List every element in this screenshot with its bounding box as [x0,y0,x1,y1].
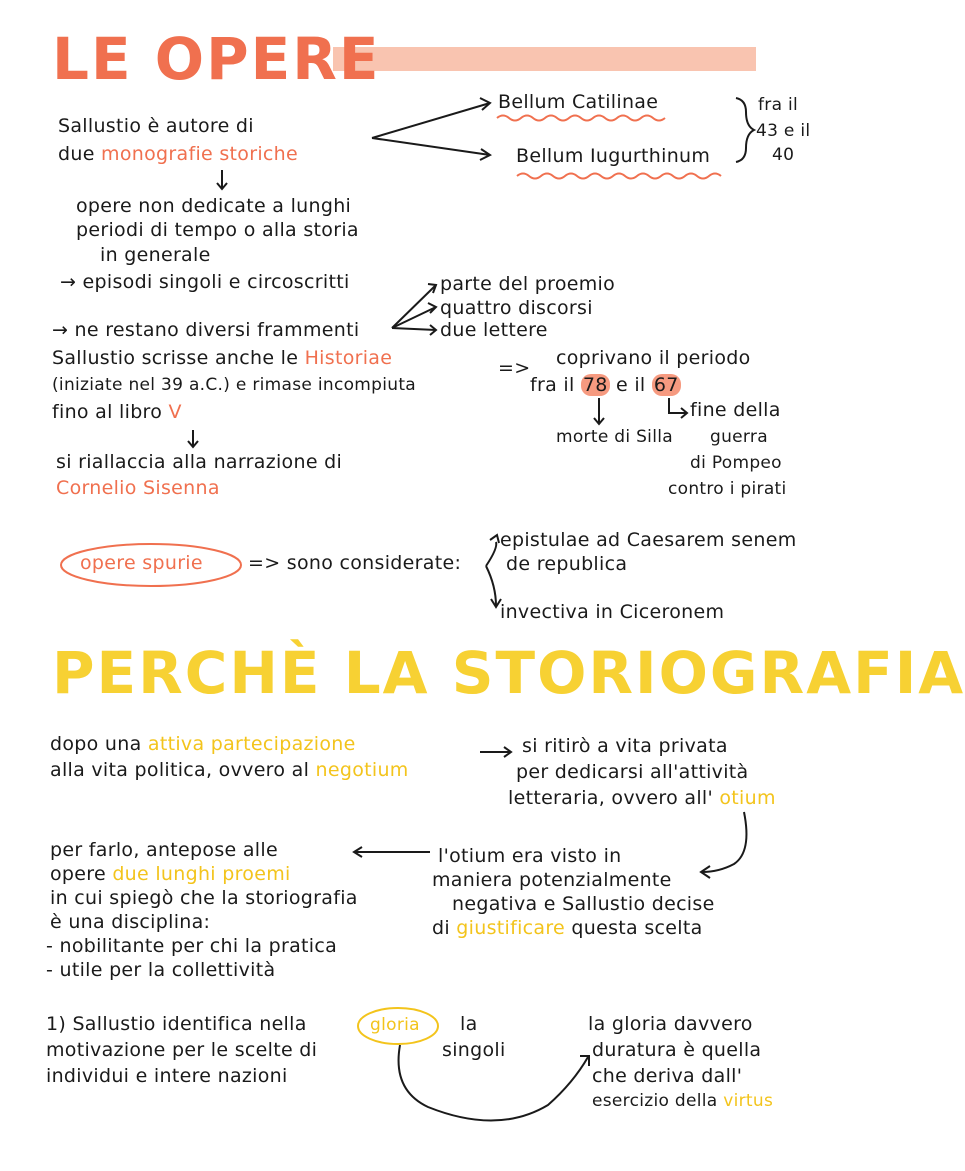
link-line-2-sisenna: Cornelio Sisenna [56,477,220,499]
p3-line4-suffix: questa scelta [571,917,703,939]
dates-line-2: 43 e il [756,121,811,141]
arrows-years [594,398,687,424]
historiae-highlight: Historiae [304,347,393,369]
historiae-line3-prefix: fino al libro [52,401,163,423]
note1-line-2: periodi di tempo o alla storia [76,219,359,241]
p2-line-1: si ritirò a vita privata [522,735,728,757]
fragments-line: → ne restano diversi frammenti [52,319,360,341]
spurie-epistulae-line-2: de republica [506,553,628,575]
p5-suffix-la: la [460,1013,478,1035]
dates-line-1: fra il [758,95,799,115]
negotium-highlight: negotium [315,759,409,781]
end-line-4: contro i pirati [668,479,787,499]
down-arrow-2 [188,430,198,447]
period-mid: e il [616,374,646,396]
work-catilinae: Bellum Catilinae [498,91,659,113]
section-title-le-opere: LE OPERE [52,25,381,93]
fragment-lettere: due lettere [440,319,548,341]
p6-line-1: la gloria davvero [588,1013,753,1035]
spurie-branch [486,535,501,607]
end-line-3: di Pompeo [690,453,782,473]
spurie-invectiva: invectiva in Ciceronem [500,601,725,623]
p4-line-4: è una disciplina: [50,911,211,933]
p4-line-2 [50,864,291,886]
p1-line-2 [50,760,409,782]
gloria-label: gloria [370,1015,420,1035]
intro-line-1: Sallustio è autore di [58,115,254,137]
fragment-proemio: parte del proemio [440,273,616,295]
p3-line-2: maniera potenzialmente [432,869,672,891]
due-lunghi-proemi-highlight: due lunghi proemi [112,863,291,885]
p4-line-5: - nobilitante per chi la pratica [46,935,338,957]
spurie-arrow-text: => sono considerate: [248,552,462,574]
wavy-underline-work1 [497,116,665,121]
end-line-1: fine della [690,399,781,421]
period-line-2 [530,375,681,397]
year-78-badge: 78 [582,374,608,396]
historiae-line-3 [52,402,182,424]
p3-line4-prefix: di [432,917,450,939]
p5-line-3: individui e intere nazioni [46,1065,288,1087]
libro-v-highlight: V [168,401,182,423]
arrow-to-retire [480,747,511,757]
p6-line-4 [592,1092,773,1112]
p3-line-1: l'otium era visto in [438,845,622,867]
down-arrow-1 [217,170,227,189]
monografie-highlight: monografie storiche [101,143,298,165]
historiae-line-1 [52,348,392,370]
virtus-highlight: virtus [723,1091,774,1111]
p4-line-3: in cui spiegò che la storiografia [50,887,358,909]
p4-line-6: - utile per la collettività [46,959,276,981]
p5-line-1 [46,1014,307,1036]
p2-line-2: per dedicarsi all'attività [516,761,749,783]
arrow-curve-otium [701,812,746,878]
p1-line-1 [50,734,356,756]
p1-prefix: dopo una [50,733,142,755]
fragment-discorsi: quattro discorsi [440,297,593,319]
title-underline-bar [333,47,756,71]
p6-line-3: che deriva dall' [592,1065,743,1087]
intro-line-2 [58,144,298,166]
p6-line4-prefix: esercizio della [592,1091,718,1111]
arrows-to-fragments [392,284,436,335]
intro-prefix: due [58,143,95,165]
p6-line-2: duratura è quella [592,1039,762,1061]
giustificare-highlight: giustificare [456,917,566,939]
p5-prefix: 1) Sallustio identifica nella [46,1013,307,1035]
p4-line-1: per farlo, antepose alle [50,839,278,861]
period-line-1: coprivano il periodo [556,347,751,369]
opere-spurie-label: opere spurie [80,552,203,574]
spurie-epistulae-line-1: epistulae ad Caesarem senem [500,529,797,551]
p2-line3-prefix: letteraria, ovvero all' [508,787,714,809]
arrow-to-proemi [354,847,430,857]
note1-line-3: in generale [100,244,211,266]
note1-line-1: opere non dedicate a lunghi [76,195,352,217]
section-title-storiografia: PERCHÈ LA STORIOGRAFIA [52,639,965,707]
historiae-prefix: Sallustio scrisse anche le [52,347,299,369]
curly-brace [736,98,754,162]
period-arrow: => [498,357,531,379]
period-prefix: fra il [530,374,575,396]
year-67-badge: 67 [653,374,679,396]
wavy-underline-work2 [517,174,721,179]
death-of-silla: morte di Silla [556,427,673,447]
p3-line-3: negativa e Sallustio decise [452,893,715,915]
otium-highlight: otium [719,787,776,809]
p5-line-2: motivazione per le scelte di [46,1039,318,1061]
p5-singoli: singoli [442,1039,506,1061]
link-line-1: si riallaccia alla narrazione di [56,451,343,473]
p2-line-3 [508,788,776,810]
end-line-2: guerra [710,427,768,447]
attiva-partecipazione-highlight: attiva partecipazione [147,733,356,755]
work-iugurthinum: Bellum Iugurthinum [516,145,711,167]
dates-line-3: 40 [772,145,795,165]
p3-line-4 [432,918,703,940]
arrows-to-works [372,98,490,160]
historiae-line-2: (iniziate nel 39 a.C.) e rimase incompiuta [52,375,417,395]
p1-line2-prefix: alla vita politica, ovvero al [50,759,310,781]
note2-episodi: → episodi singoli e circoscritti [60,271,350,293]
p4-line2-prefix: opere [50,863,106,885]
